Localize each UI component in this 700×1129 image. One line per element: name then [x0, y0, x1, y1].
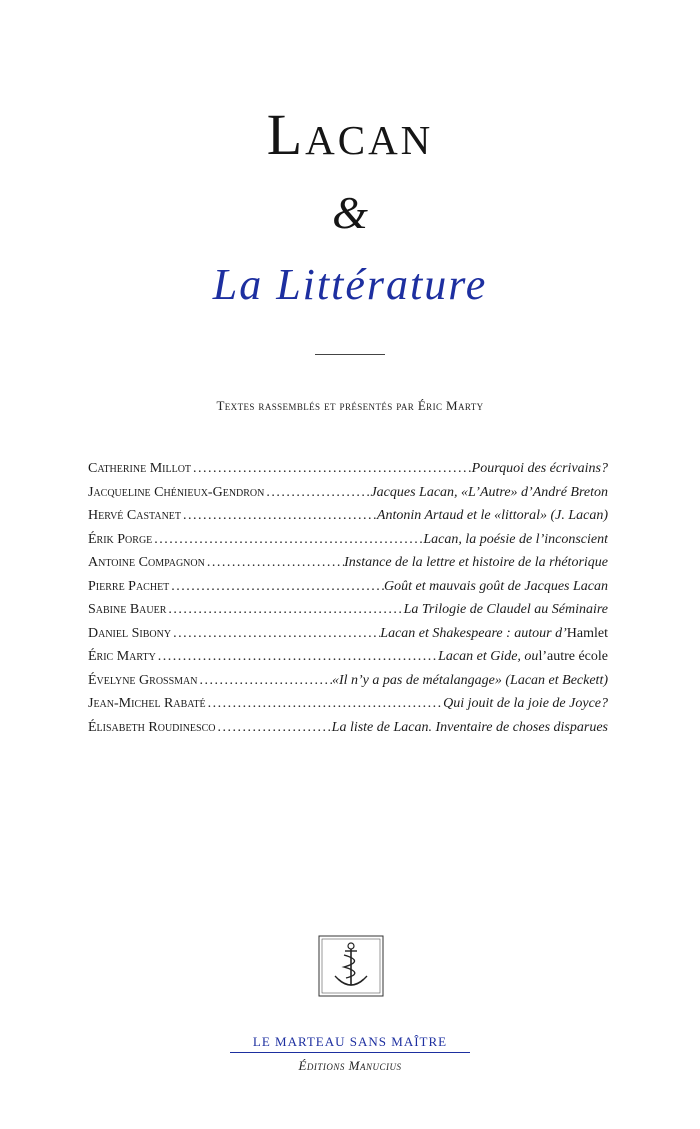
toc-author: Sabine Bauer — [88, 602, 167, 617]
toc-entry — [88, 504, 608, 528]
toc-author: Jean-Michel Rabaté — [88, 696, 206, 711]
toc-leader-dots — [198, 669, 332, 693]
toc-leader-dots — [216, 716, 332, 740]
toc-leader-dots — [171, 622, 380, 646]
toc-author: Catherine Millot — [88, 461, 192, 476]
toc-author: Évelyne Grossman — [88, 672, 198, 688]
toc-title: Jacques Lacan, «L’Autre» d’André Breton — [370, 484, 608, 500]
toc-entry — [88, 669, 608, 693]
toc-leader-dots — [191, 457, 472, 481]
toc-leader-dots — [156, 645, 438, 669]
toc-entry — [88, 598, 608, 622]
toc-author: Élisabeth Roudinesco — [88, 719, 216, 735]
toc-author: Antoine Compagnon — [88, 555, 205, 570]
toc-author: Daniel Sibony — [88, 625, 172, 641]
toc-author: Pierre Pachet — [88, 578, 170, 594]
toc-author: Hervé Castanet — [88, 508, 182, 523]
toc-entry — [88, 575, 608, 599]
title-divider — [315, 354, 385, 355]
toc-entry — [88, 692, 608, 716]
toc-entry — [88, 457, 608, 481]
toc-title: «Il n’y a pas de métalangage» (Lacan et Beckett) — [331, 672, 608, 688]
title-ampersand: & — [332, 187, 368, 238]
toc-entry — [88, 481, 608, 505]
table-of-contents — [88, 457, 608, 739]
toc-leader-dots — [181, 504, 377, 528]
toc-title: Antonin Artaud et le «littoral» (J. Lacan) — [376, 508, 608, 523]
toc-entry — [88, 645, 608, 669]
publisher-imprint: Éditions Manucius — [298, 1058, 402, 1073]
toc-title: Lacan, la poésie de l’inconscient — [423, 531, 608, 547]
toc-title-suffix: Hamlet — [566, 625, 608, 641]
publisher-divider — [230, 1052, 470, 1053]
toc-entry — [88, 716, 608, 740]
toc-leader-dots — [166, 598, 403, 622]
toc-title: Goût et mauvais goût de Jacques Lacan — [384, 578, 608, 594]
editor-byline: Textes rassemblés et présentés par Éric Marty — [216, 398, 484, 413]
toc-entry — [88, 622, 608, 646]
toc-title: La liste de Lacan. Inventaire de choses disparues — [331, 719, 608, 735]
toc-leader-dots — [169, 575, 384, 599]
toc-entry — [88, 528, 608, 552]
toc-author: Éric Marty — [88, 649, 156, 664]
toc-author: Jacqueline Chénieux-Gendron — [88, 484, 265, 500]
toc-leader-dots — [205, 551, 344, 575]
book-title: Lacan — [266, 102, 434, 167]
toc-title: Lacan et Gide, ou — [438, 649, 539, 664]
publisher-series: LE MARTEAU SANS MAÎTRE — [252, 1034, 448, 1049]
toc-entry — [88, 551, 608, 575]
toc-title-suffix: l’autre école — [538, 649, 608, 664]
toc-title: Pourquoi des écrivains? — [471, 461, 608, 476]
toc-leader-dots — [152, 528, 423, 552]
toc-title: Lacan et Shakespeare : autour d’ — [380, 625, 567, 641]
toc-title: Instance de la lettre et histoire de la rhétorique — [344, 555, 608, 570]
toc-title: Qui jouit de la joie de Joyce? — [443, 696, 608, 711]
toc-leader-dots — [206, 692, 444, 716]
toc-author: Érik Porge — [88, 531, 153, 547]
publisher-emblem-icon — [318, 935, 384, 997]
toc-leader-dots — [264, 481, 370, 505]
toc-title: La Trilogie de Claudel au Séminaire — [403, 602, 608, 617]
book-subtitle: La Littérature — [212, 260, 488, 309]
